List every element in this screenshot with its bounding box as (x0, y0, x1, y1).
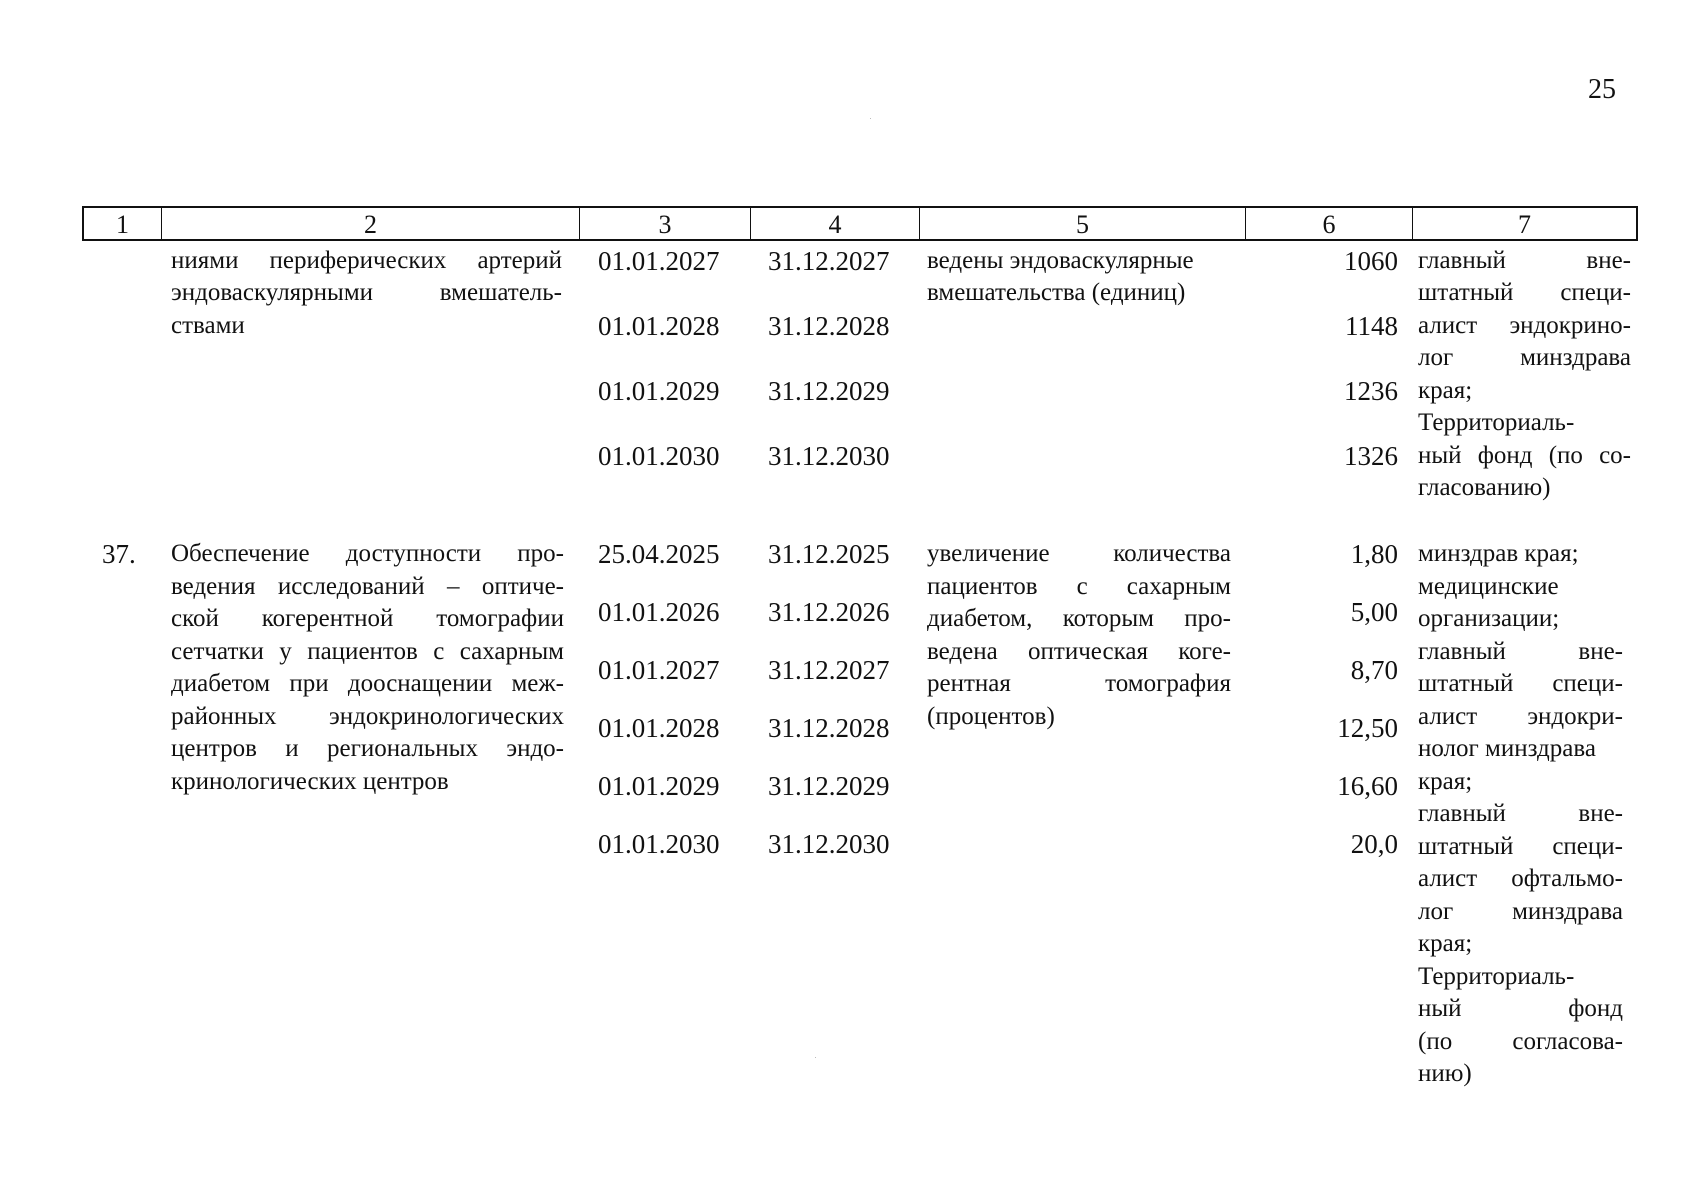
row-37-description-line: Обеспечение доступности про- (171, 540, 564, 567)
row-37-responsible-line: ный фонд (1418, 995, 1623, 1022)
row-37-value: 20,0 (1350, 829, 1398, 859)
row-continued-end-date: 31.12.2029 (768, 376, 890, 406)
row-continued-description-line: эндоваскулярными вмешатель- (171, 279, 562, 306)
row-37-value: 16,60 (1337, 771, 1398, 801)
row-37-responsible-line: главный вне- (1418, 800, 1623, 827)
row-37-description-line: сетчатки у пациентов с сахарным (171, 638, 564, 665)
row-37-responsible-line: лог минздрава (1418, 898, 1623, 925)
row-continued-responsible-line: Территориаль- (1418, 409, 1575, 436)
row-37-indicator-line: (процентов) (927, 703, 1055, 730)
header-col-3: 3 (580, 208, 751, 239)
row-37-responsible-line: штатный специ- (1418, 670, 1623, 697)
row-continued-end-date: 31.12.2030 (768, 441, 890, 471)
row-37-description-line: диабетом при дооснащении меж- (171, 670, 564, 697)
header-col-4: 4 (751, 208, 920, 239)
header-col-6: 6 (1246, 208, 1413, 239)
row-37-responsible-line: (по согласова- (1418, 1028, 1623, 1055)
row-37-indicator-line: диабетом, которым про- (927, 605, 1231, 632)
row-37-value: 5,00 (1350, 597, 1398, 627)
row-37-start-date: 25.04.2025 (598, 539, 720, 569)
row-37-responsible-line: алист офтальмо- (1418, 865, 1623, 892)
row-37-start-date: 01.01.2030 (598, 829, 720, 859)
row-37-value: 1,80 (1350, 539, 1398, 569)
row-37-responsible-line: края; (1418, 930, 1473, 957)
row-continued-value: 1060 (1344, 246, 1398, 276)
row-continued-start-date: 01.01.2028 (598, 311, 720, 341)
row-37-indicator-line: ведена оптическая коге- (927, 638, 1231, 665)
row-37-responsible-line: организации; (1418, 605, 1560, 632)
row-37-end-date: 31.12.2025 (768, 539, 890, 569)
row-37-end-date: 31.12.2028 (768, 713, 890, 743)
row-continued-responsible-line: главный вне- (1418, 247, 1631, 274)
header-col-5: 5 (920, 208, 1246, 239)
row-continued-value: 1326 (1344, 441, 1398, 471)
row-37-end-date: 31.12.2026 (768, 597, 890, 627)
row-continued-responsible-line: лог минздрава (1418, 344, 1631, 371)
row-continued-start-date: 01.01.2030 (598, 441, 720, 471)
row-37-responsible-line: Территориаль- (1418, 963, 1575, 990)
row-37-start-date: 01.01.2027 (598, 655, 720, 685)
row-continued-responsible-line: штатный специ- (1418, 279, 1631, 306)
row-37-responsible-line: края; (1418, 768, 1473, 795)
row-37-start-date: 01.01.2026 (598, 597, 720, 627)
row-37-description-line: кринологических центров (171, 768, 449, 795)
scan-speck (870, 118, 871, 119)
page-number: 25 (1588, 74, 1616, 105)
row-continued-description-line: ниями периферических артерий (171, 247, 562, 274)
row-continued-start-date: 01.01.2029 (598, 376, 720, 406)
table-header-row (82, 206, 1638, 241)
row-37-end-date: 31.12.2029 (768, 771, 890, 801)
row-37-value: 12,50 (1337, 713, 1398, 743)
row-continued-value: 1236 (1344, 376, 1398, 406)
header-col-7: 7 (1518, 210, 1531, 239)
row-37-responsible-line: нолог минздрава (1418, 735, 1596, 762)
row-37-responsible-line: штатный специ- (1418, 833, 1623, 860)
row-continued-description-line: ствами (171, 312, 245, 339)
row-37-value: 8,70 (1350, 655, 1398, 685)
row-continued-start-date: 01.01.2027 (598, 246, 720, 276)
row-37-responsible-line: нию) (1418, 1060, 1472, 1087)
row-continued-value: 1148 (1345, 311, 1398, 341)
row-37-description-line: ведения исследований – оптиче- (171, 573, 564, 600)
row-continued-end-date: 31.12.2027 (768, 246, 890, 276)
row-37-end-date: 31.12.2030 (768, 829, 890, 859)
row-37-responsible-line: минздрав края; (1418, 540, 1579, 567)
row-continued-responsible-line: гласованию) (1418, 474, 1551, 501)
row-continued-responsible-line: ный фонд (по со- (1418, 442, 1631, 469)
row-continued-end-date: 31.12.2028 (768, 311, 890, 341)
row-37-responsible-line: алист эндокри- (1418, 703, 1623, 730)
row-37-description-line: районных эндокринологических (171, 703, 564, 730)
row-number: 37. (102, 539, 136, 569)
row-37-indicator-line: рентная томография (927, 670, 1231, 697)
scan-speck (815, 1057, 816, 1058)
row-37-start-date: 01.01.2028 (598, 713, 720, 743)
row-37-end-date: 31.12.2027 (768, 655, 890, 685)
row-continued-responsible-line: края; (1418, 377, 1473, 404)
row-37-description-line: ской когерентной томографии (171, 605, 564, 632)
row-continued-indicator-line: вмешательства (единиц) (927, 279, 1186, 306)
row-continued-indicator-line: ведены эндоваскулярные (927, 247, 1194, 274)
row-37-indicator-line: увеличение количества (927, 540, 1231, 567)
row-37-description-line: центров и региональных эндо- (171, 735, 564, 762)
row-continued-responsible-line: алист эндокрино- (1418, 312, 1631, 339)
header-col-1: 1 (84, 208, 162, 239)
row-37-start-date: 01.01.2029 (598, 771, 720, 801)
row-37-responsible-line: главный вне- (1418, 638, 1623, 665)
row-37-indicator-line: пациентов с сахарным (927, 573, 1231, 600)
row-37-responsible-line: медицинские (1418, 573, 1559, 600)
header-col-2: 2 (162, 208, 580, 239)
